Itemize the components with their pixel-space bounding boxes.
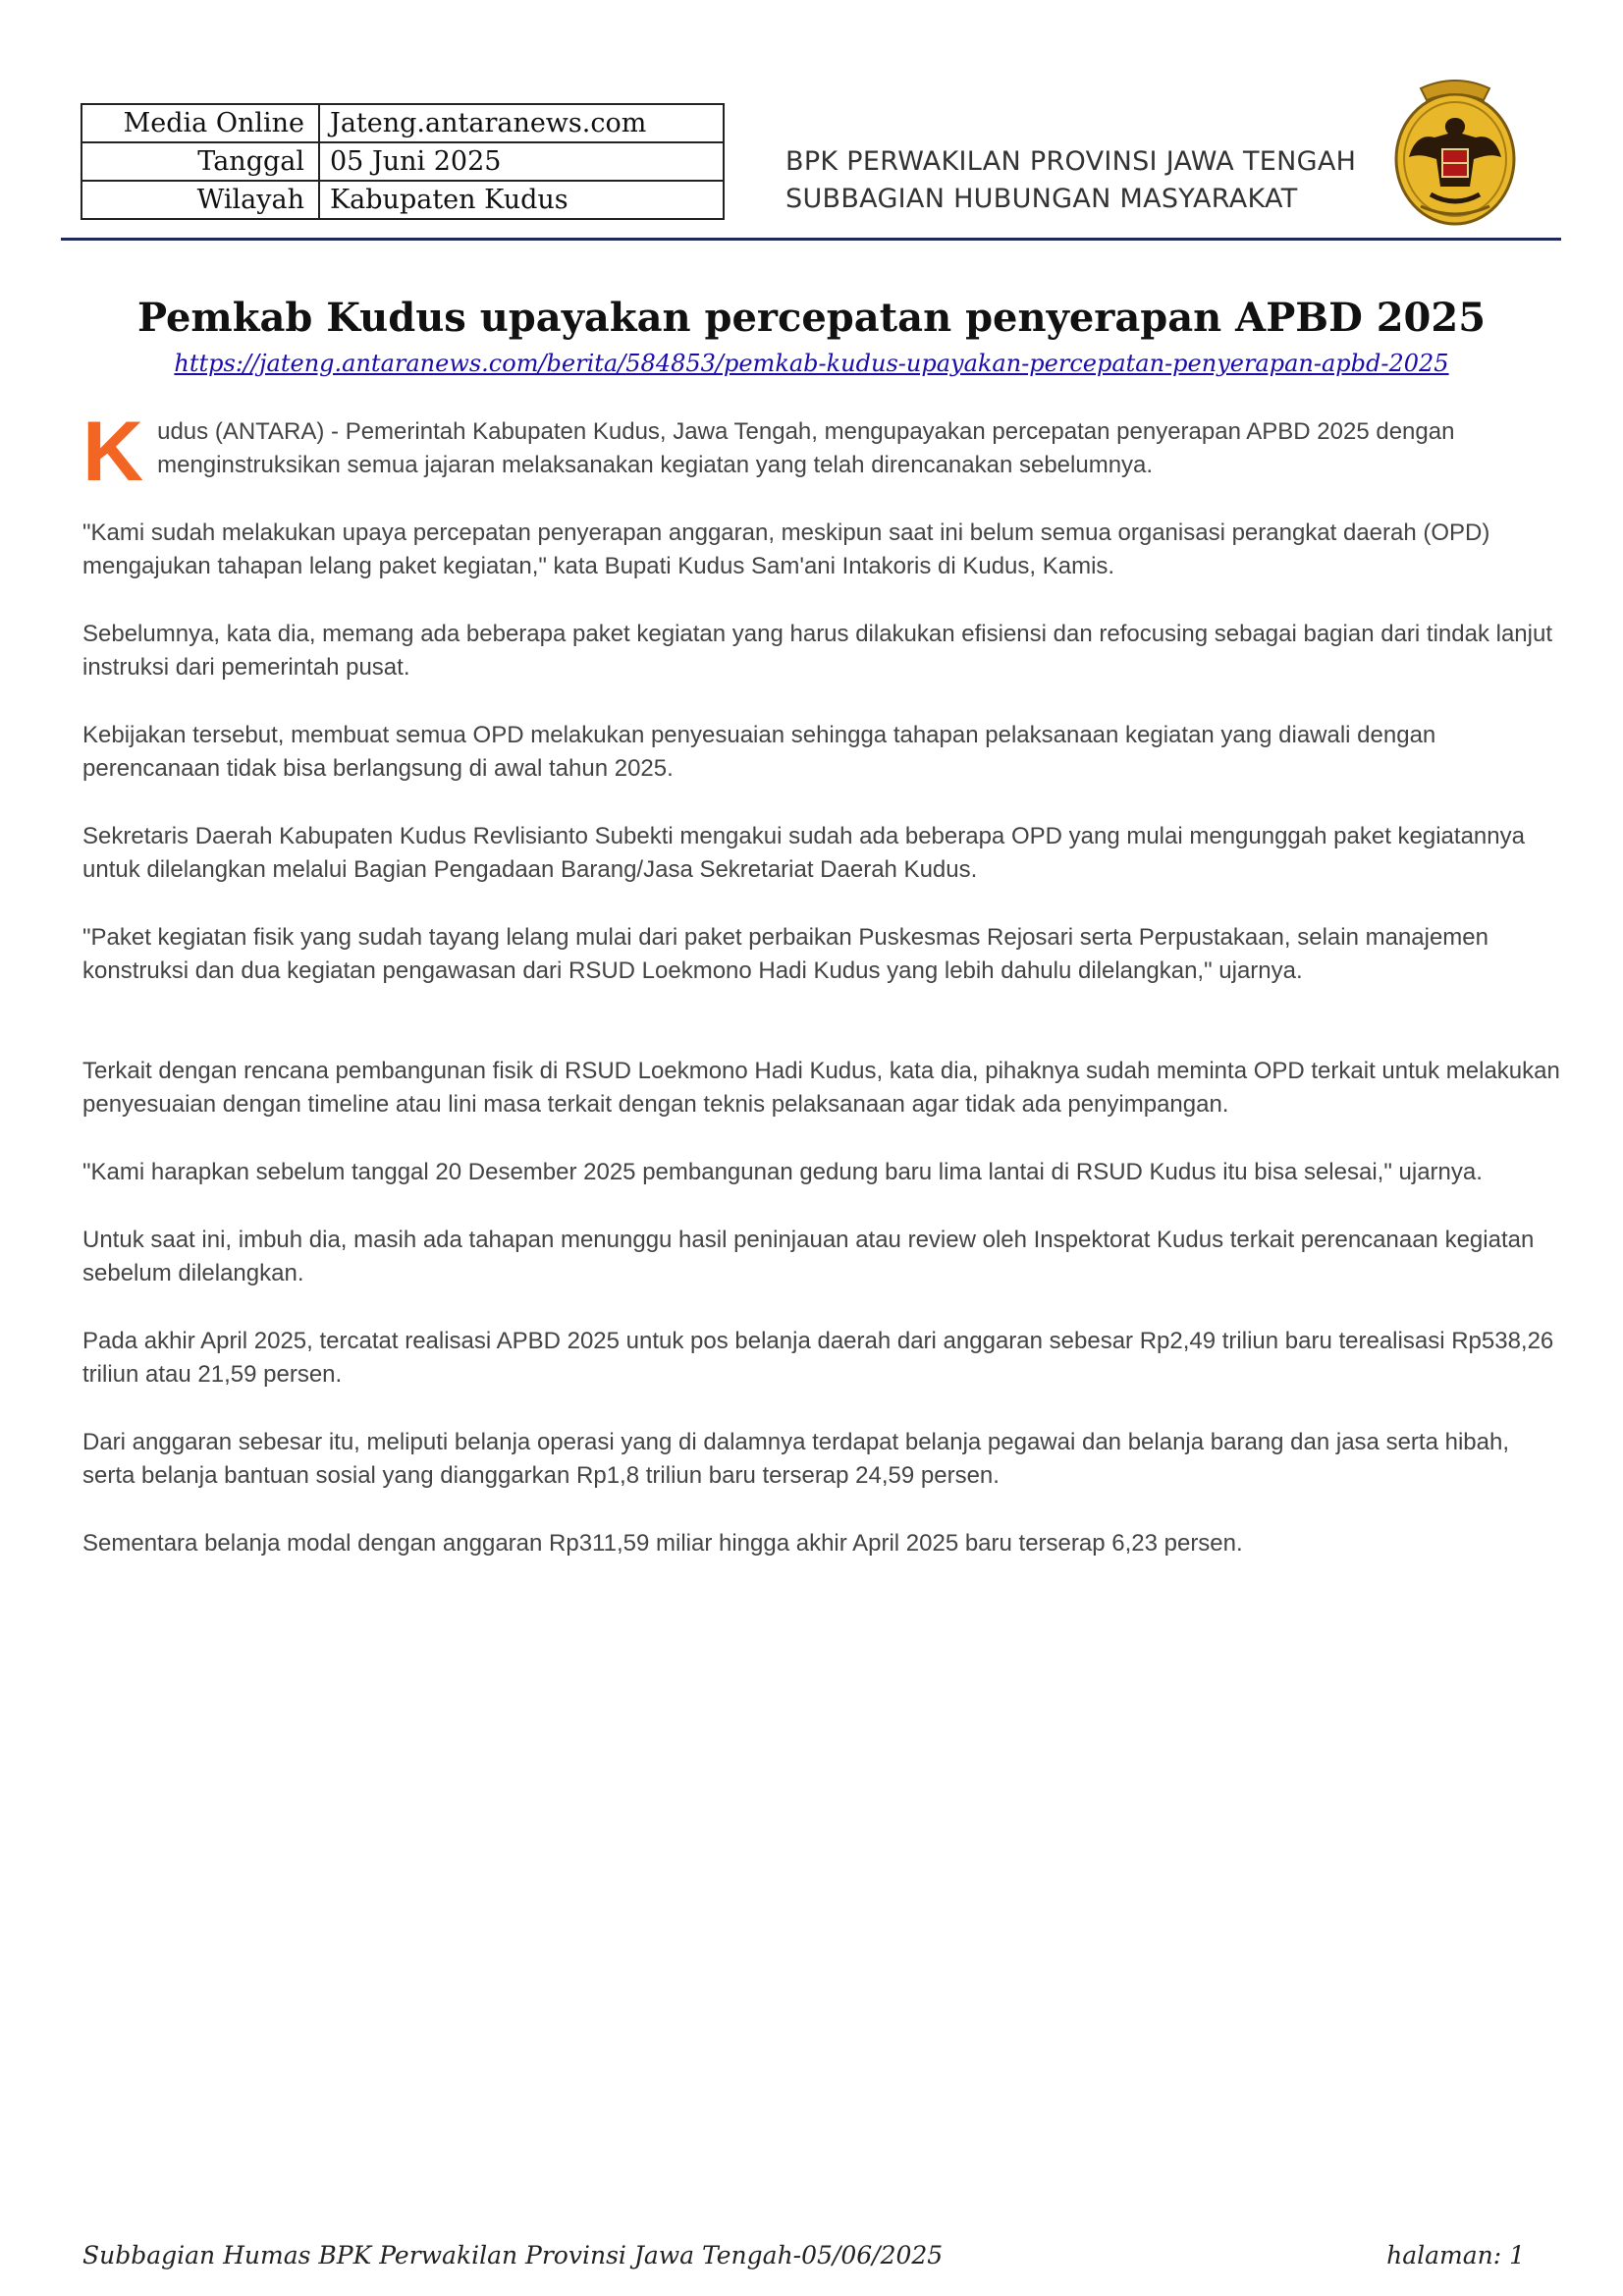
footer-page-number: halaman: 1 — [1386, 2241, 1525, 2269]
org-line-1: BPK PERWAKILAN PROVINSI JAWA TENGAH — [785, 146, 1357, 177]
paragraph-7: "Kami harapkan sebelum tanggal 20 Desember 2025 pembangunan gedung baru lima lantai di RSUD Kudus itu bisa selesai," ujarnya. — [82, 1159, 1483, 1185]
region-row — [81, 181, 724, 219]
date-label: Tanggal — [81, 142, 319, 181]
paragraph-4: Sekretaris Daerah Kabupaten Kudus Revlisianto Subekti mengakui sudah ada beberapa OPD yang mulai mengunggah paket kegiatannya untuk dilelangkan melalui Bagian Pengadaan Barang/Jasa Sekretariat Daerah Kudus. — [82, 823, 1525, 883]
paragraph-1: "Kami sudah melakukan upaya percepatan penyerapan anggaran, meskipun saat ini belum semua organisasi perangkat daerah (OPD) mengajukan tahapan lelang paket kegiatan," kata Bupati Kudus Sam'ani Intakoris di Kudus, Kamis. — [82, 519, 1490, 579]
paragraph-6: Terkait dengan rencana pembangunan fisik di RSUD Loekmono Hadi Kudus, kata dia, pihaknya sudah meminta OPD terkait untuk melakukan penyesuaian dengan timeline atau lini masa terkait dengan teknis pelaksanaan agar tidak ada penyimpangan. — [82, 1058, 1560, 1118]
paragraph-5: "Paket kegiatan fisik yang sudah tayang lelang mulai dari paket perbaikan Puskesmas Rejosari serta Perpustakaan, selain manajemen konstruksi dan dua kegiatan pengawasan dari RSUD Loekmono Hadi Kudus yang lebih dahulu dilelangkan," ujarnya. — [82, 924, 1488, 984]
lead-text: udus (ANTARA) - Pemerintah Kabupaten Kudus, Jawa Tengah, mengupayakan percepatan penyerapan APBD 2025 dengan menginstruksikan semua jajaran melaksanakan kegiatan yang telah direncanakan sebelumnya. — [157, 418, 1455, 478]
article-title: Pemkab Kudus upayakan percepatan penyerapan APBD 2025 — [136, 295, 1487, 341]
drop-cap: K — [82, 405, 144, 499]
region-label: Wilayah — [81, 181, 319, 219]
media-row — [81, 104, 724, 142]
organization-name — [785, 143, 1356, 218]
media-label: Media Online — [81, 104, 319, 142]
date-row — [81, 142, 724, 181]
media-value: Jateng.antaranews.com — [319, 104, 724, 142]
org-line-2: SUBBAGIAN HUBUNGAN MASYARAKAT — [785, 184, 1298, 214]
paragraph-3: Kebijakan tersebut, membuat semua OPD melakukan penyesuaian sehingga tahapan pelaksanaan kegiatan yang diawali dengan perencanaan tidak bisa berlangsung di awal tahun 2025. — [82, 722, 1436, 782]
article-body — [82, 405, 1565, 1595]
paragraph-8: Untuk saat ini, imbuh dia, masih ada tahapan menunggu hasil peninjauan atau review oleh Inspektorat Kudus terkait perencanaan kegiatan sebelum dilelangkan. — [82, 1227, 1535, 1286]
date-value: 05 Juni 2025 — [319, 142, 724, 181]
header-divider — [61, 238, 1561, 241]
paragraph-10: Dari anggaran sebesar itu, meliputi belanja operasi yang di dalamnya terdapat belanja pegawai dan belanja barang dan jasa serta hibah, serta belanja bantuan sosial yang dianggarkan Rp1,8 triliun baru terserap 24,59 persen. — [82, 1429, 1509, 1489]
media-info-table — [81, 103, 725, 220]
paragraph-2: Sebelumnya, kata dia, memang ada beberapa paket kegiatan yang harus dilakukan efisiensi dan refocusing sebagai bagian dari tindak lanjut instruksi dari pemerintah pusat. — [82, 621, 1552, 681]
footer-source: Subbagian Humas BPK Perwakilan Provinsi Jawa Tengah-05/06/2025 — [82, 2241, 944, 2269]
garuda-emblem-icon — [1391, 79, 1519, 231]
lead-paragraph — [82, 405, 1565, 499]
paragraph-9: Pada akhir April 2025, tercatat realisasi APBD 2025 untuk pos belanja daerah dari anggaran sebesar Rp2,49 triliun baru terealisasi Rp538,26 triliun atau 21,59 persen. — [82, 1328, 1554, 1388]
paragraph-11: Sementara belanja modal dengan anggaran Rp311,59 miliar hingga akhir April 2025 baru terserap 6,23 persen. — [82, 1530, 1243, 1557]
article-url-link[interactable]: https://jateng.antaranews.com/berita/584853/pemkab-kudus-upayakan-percepatan-penyerapan-apbd-2025 — [174, 350, 1449, 377]
region-value: Kabupaten Kudus — [319, 181, 724, 219]
